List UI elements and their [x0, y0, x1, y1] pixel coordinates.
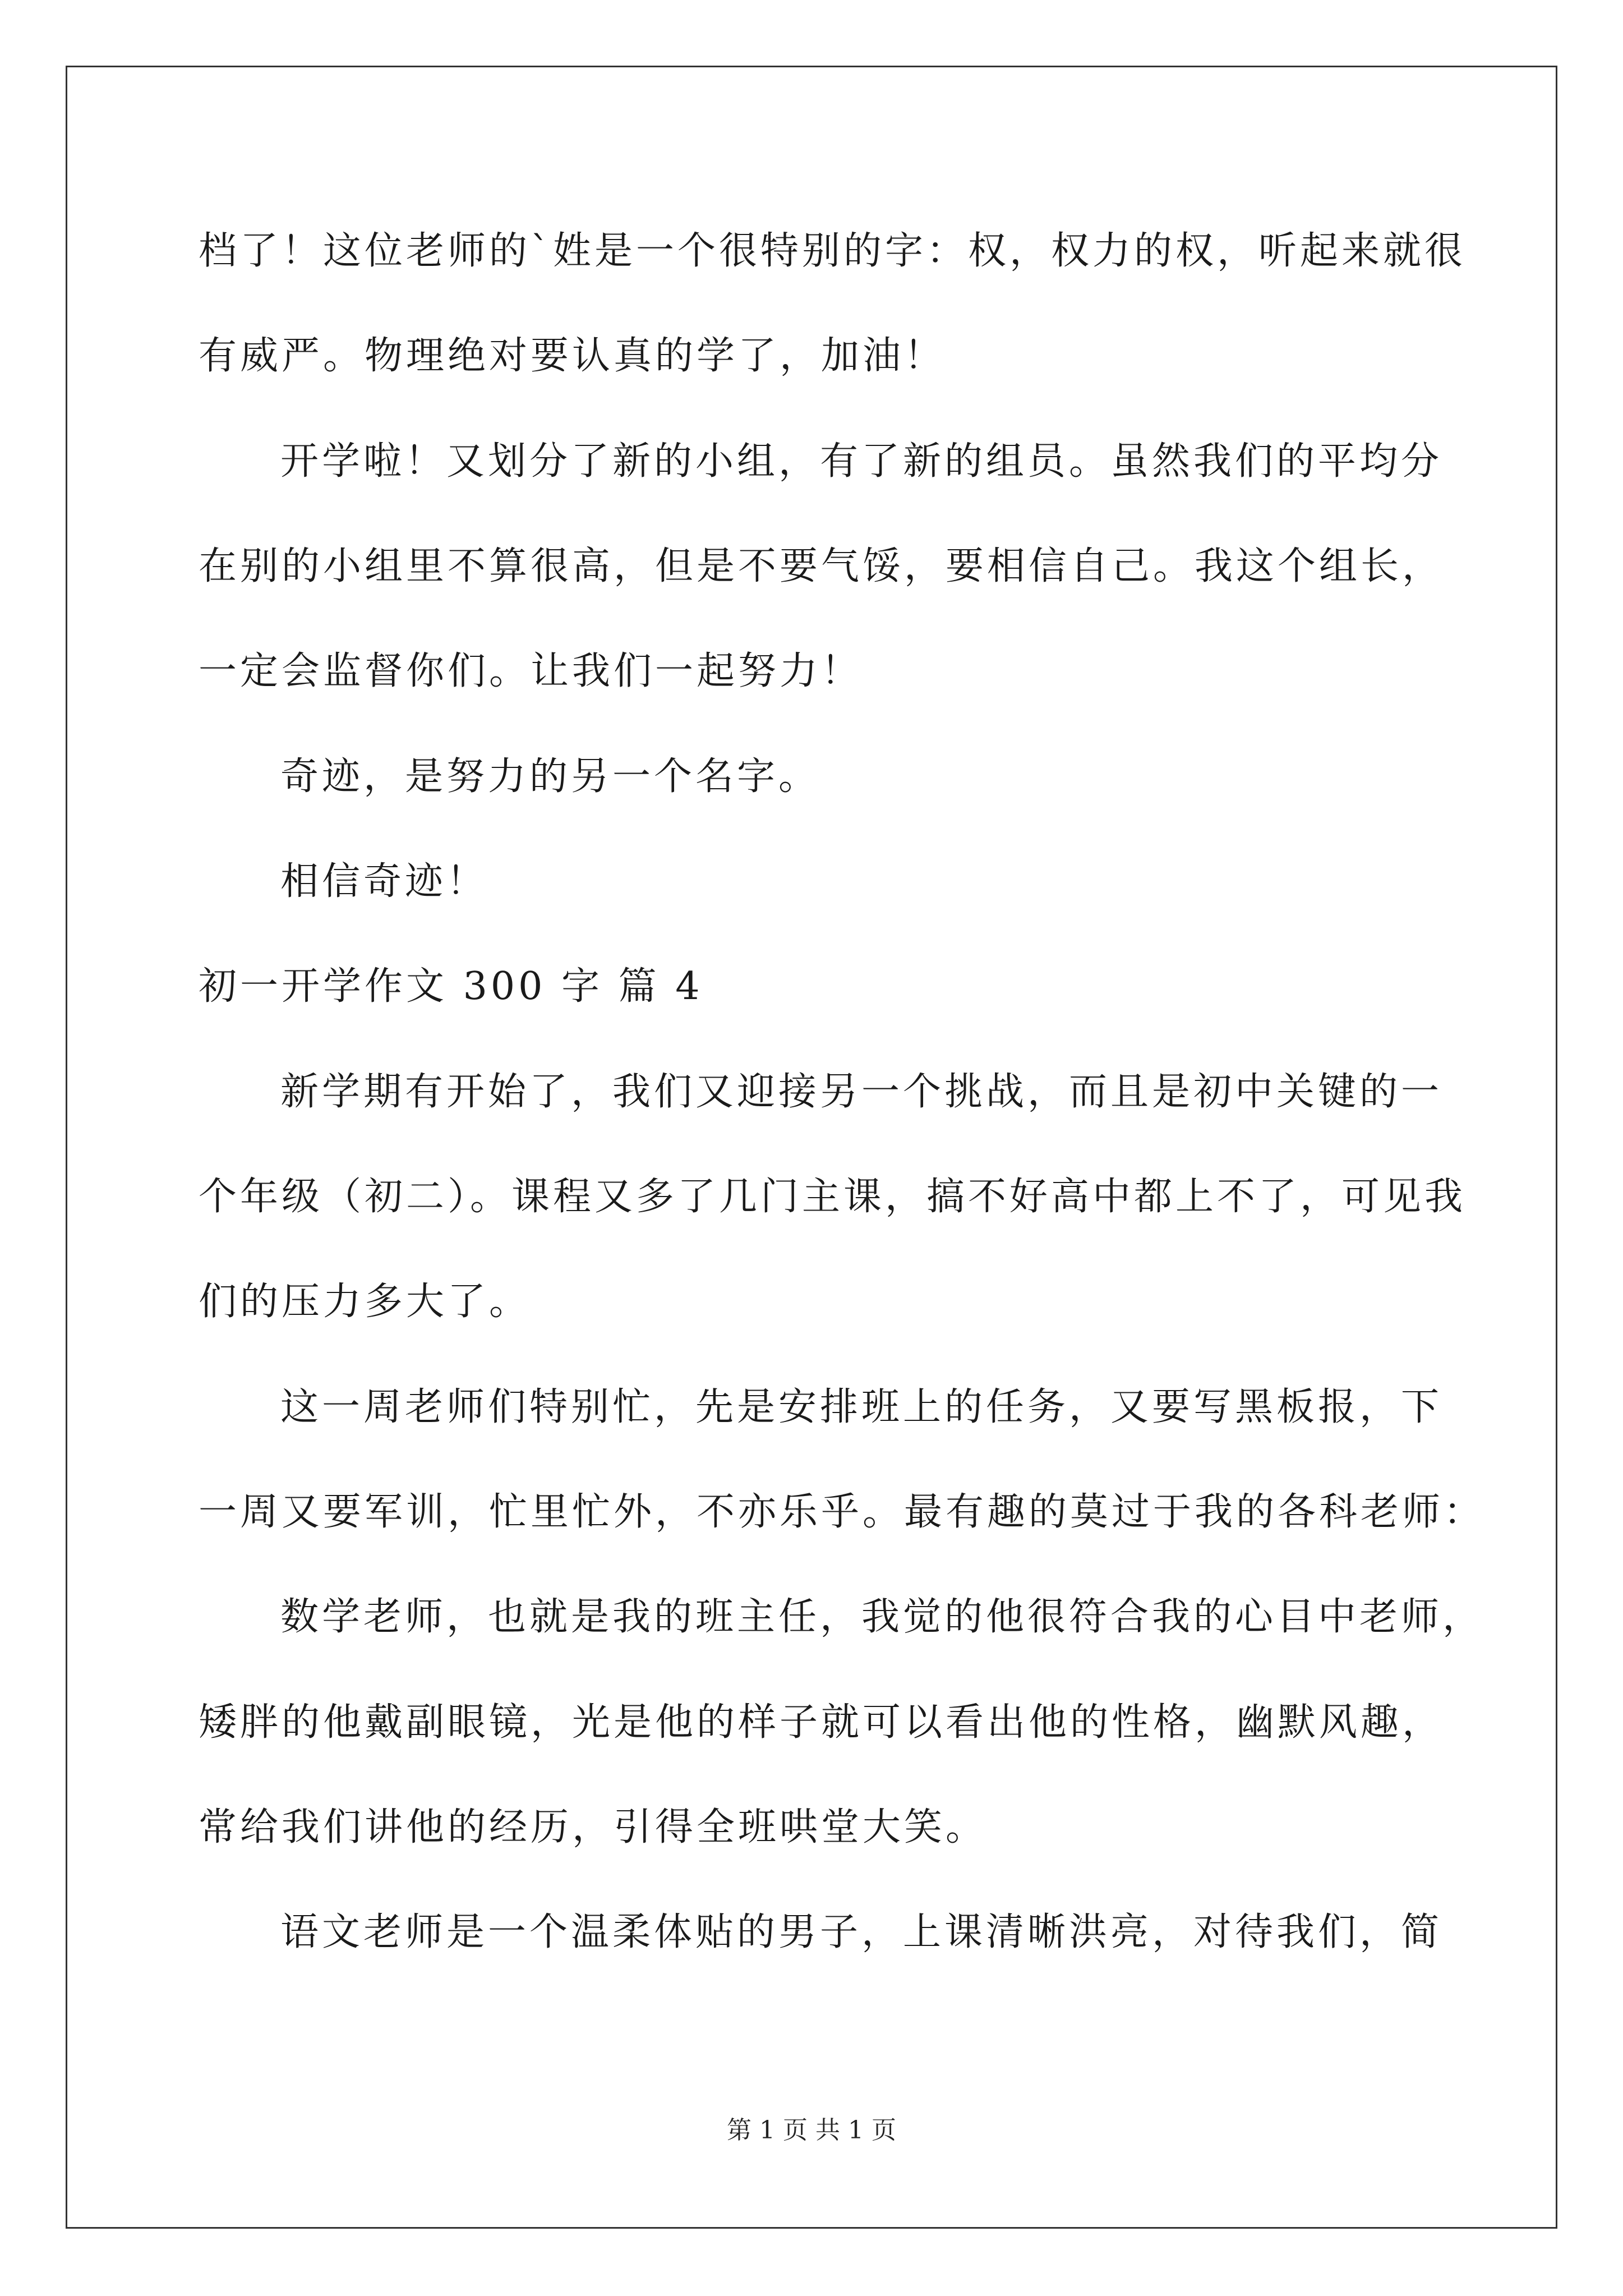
- text-line: 这一周老师们特别忙，先是安排班上的任务，又要写黑板报，下: [280, 1385, 1443, 1429]
- text-line: 个年级（初二）。课程又多了几门主课，搞不好高中都上不了，可见我: [199, 1175, 1467, 1219]
- text-line: 在别的小组里不算很高，但是不要气馁，要相信自己。我这个组长，: [199, 544, 1444, 588]
- text-line: 有威严。物理绝对要认真的学了，加油！: [199, 334, 946, 378]
- text-line: 数学老师，也就是我的班主任，我觉的他很符合我的心目中老师，: [280, 1595, 1484, 1639]
- text-line: 矮胖的他戴副眼镜，光是他的样子就可以看出他的性格，幽默风趣，: [199, 1700, 1444, 1745]
- page-border: [66, 66, 1557, 2229]
- text-line: 开学啦！又划分了新的小组，有了新的组员。虽然我们的平均分: [280, 439, 1443, 484]
- text-line: 奇迹，是努力的另一个名字。: [280, 754, 820, 799]
- section-heading: 初一开学作文 300 字 篇 4: [199, 964, 703, 1009]
- text-line: 们的压力多大了。: [199, 1280, 531, 1324]
- text-line: 语文老师是一个温柔体贴的男子，上课清晰洪亮，对待我们，简: [280, 1910, 1443, 1954]
- text-line: 相信奇迹！: [280, 859, 488, 904]
- text-line: 档了！这位老师的`姓是一个很特别的字：权，权力的权，听起来就很: [199, 229, 1467, 273]
- text-line: 一定会监督你们。让我们一起努力！: [199, 649, 863, 693]
- page-footer: 第 1 页 共 1 页: [727, 2116, 896, 2145]
- text-line: 常给我们讲他的经历，引得全班哄堂大笑。: [199, 1805, 988, 1849]
- text-line: 新学期有开始了，我们又迎接另一个挑战，而且是初中关键的一: [280, 1070, 1443, 1114]
- text-line: 一周又要军训，忙里忙外，不亦乐乎。最有趣的莫过于我的各科老师：: [199, 1490, 1486, 1534]
